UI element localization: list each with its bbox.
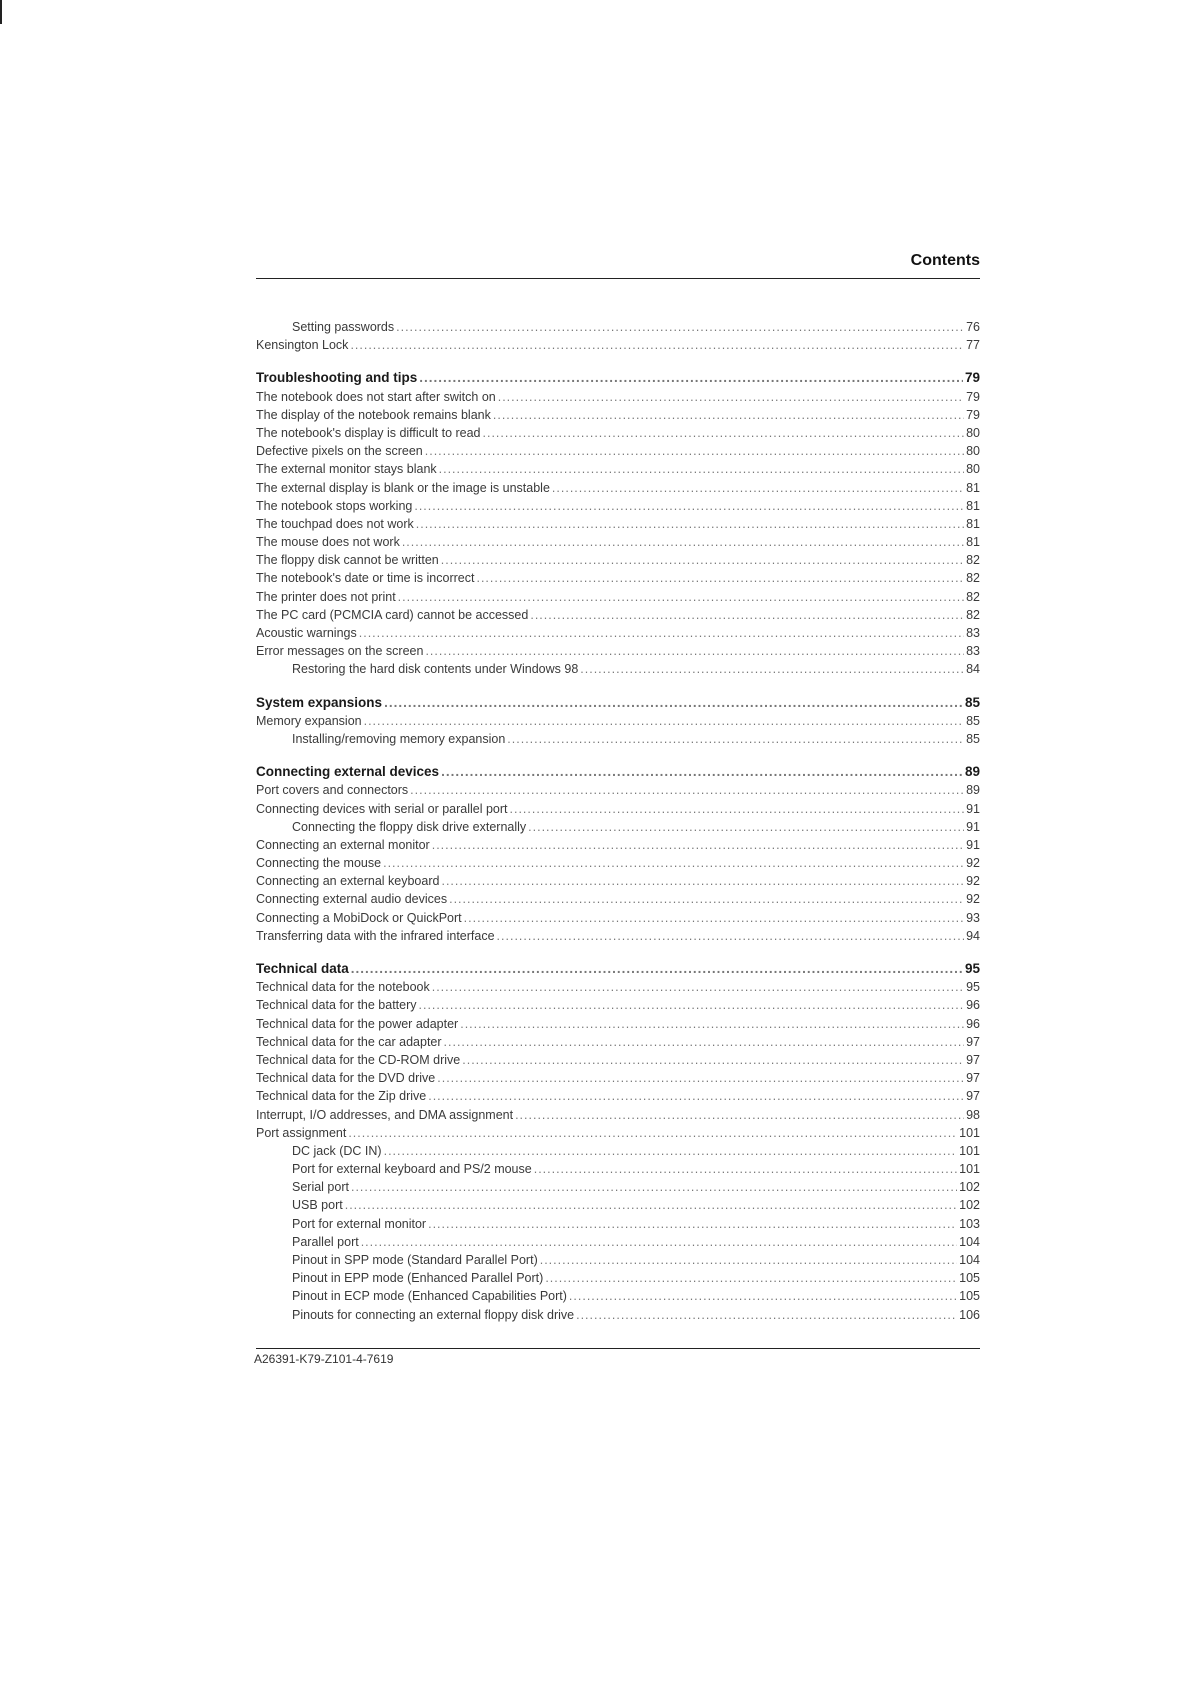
toc-page-number: 82 [966,589,980,604]
toc-entry-title: Port for external monitor [292,1216,427,1231]
toc-page-number: 97 [966,1034,980,1049]
toc-entry-title: Interrupt, I/O addresses, and DMA assignment [256,1107,514,1122]
toc-page-number: 92 [966,874,980,889]
toc-page-number: 102 [959,1198,980,1213]
toc-entry[interactable] [256,781,980,799]
toc-entry-title: The notebook's display is difficult to read [256,425,481,440]
toc-entry-title: USB port [292,1198,343,1213]
toc-entry-title: Troubleshooting and tips [256,370,418,386]
toc-entry[interactable] [256,872,980,890]
toc-entry-title: Connecting devices with serial or parallel port [256,801,508,816]
toc-leader-dots [432,836,964,854]
toc-page-number: 101 [959,1143,980,1158]
toc-leader-dots [460,1015,964,1033]
toc-leader-dots [528,818,964,836]
toc-entry[interactable] [256,388,980,406]
toc-leader-dots [396,318,964,336]
page-title: Contents [910,252,980,269]
toc-leader-dots [398,588,964,606]
toc-entry[interactable] [256,624,980,642]
toc-entry-title: Pinout in EPP mode (Enhanced Parallel Port) [292,1271,544,1286]
toc-leader-dots [498,388,964,406]
toc-leader-dots [351,960,963,978]
toc-entry-title: Restoring the hard disk contents under Windows 98 [292,662,579,677]
toc-entry[interactable] [256,588,980,606]
toc-entry[interactable] [256,1306,980,1324]
toc-entry-title: The floppy disk cannot be written [256,553,439,568]
toc-entry[interactable] [256,442,980,460]
toc-page-number: 82 [966,553,980,568]
toc-leader-dots [350,336,964,354]
toc-leader-dots [507,730,964,748]
toc-entry[interactable] [256,1087,980,1105]
toc-leader-dots [444,1033,965,1051]
toc-entry-title: Technical data for the notebook [256,980,430,995]
toc-leader-dots [441,551,964,569]
toc-page-number: 96 [966,1016,980,1031]
toc-entry[interactable] [256,1196,980,1214]
toc-page-number: 102 [959,1180,980,1195]
toc-leader-dots [464,909,964,927]
toc-entry-title: DC jack (DC IN) [292,1143,382,1158]
toc-leader-dots [439,460,964,478]
toc-leader-dots [364,712,964,730]
toc-entry[interactable] [256,1287,980,1305]
toc-page-number: 97 [966,1089,980,1104]
toc-section-entry[interactable] [256,369,980,387]
toc-entry[interactable] [256,927,980,945]
toc-entry[interactable] [256,1124,980,1142]
toc-leader-dots [428,1215,957,1233]
toc-page-number: 84 [966,662,980,677]
toc-entry-title: Pinout in SPP mode (Standard Parallel Port) [292,1253,538,1267]
crop-mark [0,0,2,24]
footer-rule [256,1348,980,1349]
toc-page-number: 77 [966,338,980,353]
toc-leader-dots [432,978,964,996]
toc-page-number: 91 [966,819,980,834]
toc-leader-dots [402,533,964,551]
toc-entry[interactable] [256,1015,980,1033]
toc-leader-dots [569,1287,957,1305]
toc-entry[interactable] [256,996,980,1014]
toc-entry[interactable] [256,515,980,533]
toc-entry-title: Technical data [256,961,349,976]
toc-page-number: 81 [966,480,980,495]
toc-page-number: 103 [959,1216,980,1231]
toc-entry[interactable] [256,1178,980,1196]
toc-leader-dots [425,642,964,660]
toc-leader-dots [383,854,964,872]
toc-entry[interactable] [256,460,980,478]
toc-entry-title: Connecting a MobiDock or QuickPort [256,910,462,925]
toc-entry-title: Technical data for the car adapter [256,1034,442,1049]
toc-entry[interactable] [256,800,980,818]
toc-page-number: 95 [964,961,980,976]
toc-page-number: 92 [966,892,980,907]
toc-entry-title: Technical data for the power adapter [256,1016,459,1031]
toc-entry[interactable] [256,642,980,660]
toc-entry[interactable] [256,1051,980,1069]
toc-page-number: 80 [966,444,980,459]
toc-page-number: 91 [966,801,980,816]
toc-page-number: 92 [966,856,980,871]
toc-page-number: 79 [964,370,980,386]
toc-entry-title: The printer does not print [256,589,396,604]
toc-page-number: 85 [966,731,980,746]
toc-leader-dots [576,1306,957,1324]
toc-page-number: 82 [966,607,980,622]
toc-entry[interactable] [256,660,980,678]
toc-entry[interactable] [256,1251,980,1269]
toc-page-number: 97 [966,1052,980,1067]
toc-entry[interactable] [256,854,980,872]
toc-leader-dots [410,781,964,799]
toc-entry[interactable] [256,1215,980,1233]
toc-entry-title: Error messages on the screen [256,644,424,659]
toc-entry-title: The notebook's date or time is incorrect [256,571,475,586]
toc-page-number: 104 [959,1234,980,1249]
toc-entry-title: Serial port [292,1180,349,1195]
toc-entry-title: The notebook does not start after switch on [256,389,496,404]
toc-leader-dots [361,1233,957,1251]
toc-page-number: 80 [966,462,980,477]
toc-leader-dots [384,1142,958,1160]
toc-leader-dots [437,1069,964,1087]
toc-leader-dots [580,660,964,678]
toc-leader-dots [441,872,964,890]
toc-entry[interactable] [256,978,980,996]
toc-entry[interactable] [256,1142,980,1160]
toc-entry-title: Connecting the mouse [256,856,382,871]
toc-page-number: 82 [966,571,980,586]
toc-page-number: 80 [966,425,980,440]
toc-entry[interactable] [256,1233,980,1251]
toc-entry[interactable] [256,551,980,569]
toc-leader-dots [540,1251,957,1269]
toc-entry-title: The external display is blank or the image is unstable [256,480,550,495]
toc-entry-title: Acoustic warnings [256,626,357,640]
toc-leader-dots [416,515,964,533]
toc-page-number: 94 [966,928,980,943]
toc-page-number: 106 [959,1307,980,1322]
toc-page-number: 81 [966,535,980,550]
toc-leader-dots [348,1124,957,1142]
document-code: A26391-K79-Z101-4-7619 [254,1352,394,1366]
toc-page-number: 101 [959,1125,980,1140]
toc-entry-title: Technical data for the CD-ROM drive [256,1052,461,1067]
toc-entry-title: The notebook stops working [256,498,413,513]
toc-page-number: 93 [966,910,980,925]
toc-leader-dots [493,406,964,424]
toc-entry-title: The external monitor stays blank [256,462,437,477]
toc-entry-title: Technical data for the DVD drive [256,1071,436,1086]
toc-entry[interactable] [256,1069,980,1087]
toc-entry[interactable] [256,909,980,927]
toc-leader-dots [345,1196,957,1214]
toc-entry[interactable] [256,712,980,730]
toc-entry-title: Pinouts for connecting an external floppy disk drive [292,1307,575,1322]
toc-page-number: 105 [959,1271,980,1286]
toc-page-number: 83 [966,644,980,659]
toc-page-number: 104 [959,1253,980,1267]
header-rule [256,278,980,279]
toc-leader-dots [515,1106,964,1124]
toc-entry-title: The display of the notebook remains blank [256,407,491,422]
toc-entry-title: Memory expansion [256,713,362,728]
toc-entry-title: Connecting external devices [256,764,440,780]
toc-entry[interactable] [256,424,980,442]
toc-leader-dots [534,1160,957,1178]
toc-page-number: 89 [966,783,980,798]
toc-page-number: 101 [959,1162,980,1177]
toc-page-number: 83 [966,626,980,640]
toc-leader-dots [425,442,964,460]
toc-entry[interactable] [256,336,980,354]
toc-entry[interactable] [256,479,980,497]
toc-entry[interactable] [256,533,980,551]
toc-entry-title: The touchpad does not work [256,516,414,531]
toc-entry[interactable] [256,606,980,624]
toc-entry-title: The PC card (PCMCIA card) cannot be accessed [256,607,529,622]
toc-leader-dots [449,890,964,908]
toc-entry[interactable] [256,1033,980,1051]
toc-entry-title: Connecting an external keyboard [256,874,440,889]
toc-leader-dots [510,800,965,818]
toc-entry-title: Connecting external audio devices [256,892,448,907]
toc-page-number: 97 [966,1071,980,1086]
toc-entry-title: Setting passwords [292,320,395,334]
toc-page-number: 95 [966,980,980,995]
toc-entry-title: Parallel port [292,1234,359,1249]
toc-leader-dots [497,927,965,945]
toc-entry[interactable] [256,497,980,515]
toc-leader-dots [419,996,965,1014]
toc-leader-dots [384,694,963,712]
toc-entry-title: The mouse does not work [256,535,400,550]
toc-entry-title: System expansions [256,694,383,710]
toc-entry[interactable] [256,1160,980,1178]
toc-leader-dots [351,1178,957,1196]
toc-section-entry[interactable] [256,960,980,978]
toc-leader-dots [414,497,964,515]
toc-entry[interactable] [256,318,980,336]
toc-page-number: 81 [966,498,980,513]
toc-entry-title: Technical data for the battery [256,998,417,1013]
toc-page-number: 89 [964,764,980,780]
toc-leader-dots [545,1269,957,1287]
toc-leader-dots [476,569,964,587]
toc-page-number: 79 [966,407,980,422]
toc-leader-dots [530,606,964,624]
toc-leader-dots [483,424,965,442]
toc-entry[interactable] [256,836,980,854]
toc-entry[interactable] [256,1106,980,1124]
toc-page-number: 79 [966,389,980,404]
toc-leader-dots [441,763,963,781]
toc-entry[interactable] [256,818,980,836]
toc-section-entry[interactable] [256,763,980,781]
toc-entry[interactable] [256,406,980,424]
toc-entry-title: Defective pixels on the screen [256,444,423,459]
toc-entry-title: Pinout in ECP mode (Enhanced Capabilities Port) [292,1289,567,1304]
toc-leader-dots [552,479,964,497]
toc-page-number: 81 [966,516,980,531]
toc-entry[interactable] [256,730,980,748]
toc-entry-title: Transferring data with the infrared interface [256,928,495,943]
toc-page-number: 91 [966,837,980,852]
toc-page-number: 105 [959,1289,980,1304]
toc-leader-dots [462,1051,964,1069]
toc-page-number: 76 [966,320,980,334]
toc-entry[interactable] [256,890,980,908]
toc-leader-dots [359,624,964,642]
toc-entry-title: Installing/removing memory expansion [292,731,506,746]
toc-entry-title: Kensington Lock [256,338,349,353]
toc-entry-title: Connecting the floppy disk drive externally [292,819,527,834]
toc-page-number: 96 [966,998,980,1013]
toc-entry-title: Port assignment [256,1125,347,1140]
toc-page-number: 98 [966,1107,980,1122]
table-of-contents [256,318,980,1324]
toc-entry-title: Connecting an external monitor [256,837,430,852]
toc-entry[interactable] [256,569,980,587]
toc-entry-title: Technical data for the Zip drive [256,1089,427,1104]
toc-leader-dots [419,369,963,387]
toc-section-entry[interactable] [256,694,980,712]
toc-leader-dots [428,1087,964,1105]
toc-page-number: 85 [964,694,980,710]
toc-entry[interactable] [256,1269,980,1287]
toc-page-number: 85 [966,713,980,728]
toc-entry-title: Port for external keyboard and PS/2 mouse [292,1162,532,1177]
toc-entry-title: Port covers and connectors [256,783,409,798]
